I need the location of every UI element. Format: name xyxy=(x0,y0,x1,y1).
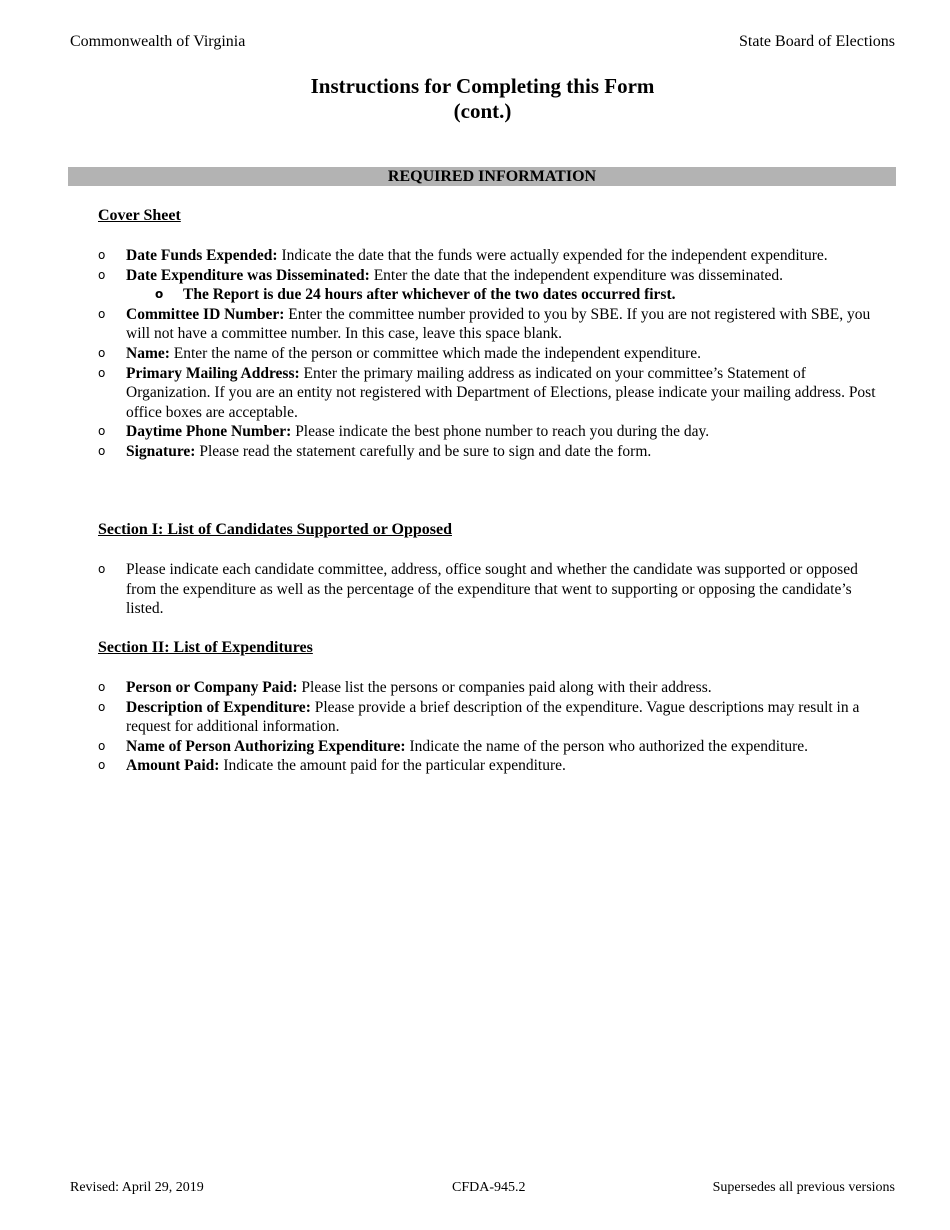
item-term: Amount Paid: xyxy=(126,757,220,775)
cover-sheet-heading: Cover Sheet xyxy=(98,207,181,224)
bullet-circle-icon: o xyxy=(98,562,106,576)
item-term: Daytime Phone Number: xyxy=(126,423,292,441)
list-item xyxy=(98,246,888,266)
required-information-bar: REQUIRED INFORMATION xyxy=(68,167,896,186)
bullet-circle-icon: o xyxy=(98,680,106,694)
list-item xyxy=(98,364,888,423)
bullet-circle-icon: o xyxy=(98,345,106,360)
section-1-list xyxy=(98,560,888,619)
item-term: Committee ID Number: xyxy=(126,305,285,323)
bullet-circle-icon: o xyxy=(98,424,106,439)
page-title-line-2: (cont.) xyxy=(453,99,512,123)
bullet-circle-icon: o xyxy=(98,365,106,380)
list-item xyxy=(98,422,888,442)
item-term: Signature: xyxy=(126,442,196,460)
list-item xyxy=(98,344,888,364)
item-description: Please list the persons or companies paid along with their address. xyxy=(297,679,712,696)
bullet-circle-icon: o xyxy=(98,758,106,773)
item-description: Enter the primary mailing address as indicated on your committee’s Statement of Organization. If you are an entity not registered with Department of Elections, please indicate your mailing address. Post office boxes are acceptable. xyxy=(126,364,876,421)
list-item xyxy=(98,266,888,286)
list-item xyxy=(98,698,888,737)
item-description: Indicate the amount paid for the particular expenditure. xyxy=(219,757,566,775)
section-1-heading: Section I: List of Candidates Supported or Opposed xyxy=(98,521,452,538)
item-term: Name of Person Authorizing Expenditure: xyxy=(126,737,406,755)
item-description: Indicate the name of the person who authorized the expenditure. xyxy=(405,737,808,755)
bullet-circle-icon: o xyxy=(98,738,106,753)
item-description: Enter the date that the independent expenditure was disseminated. xyxy=(369,266,784,284)
section-2-heading: Section II: List of Expenditures xyxy=(98,639,313,656)
item-description: Please indicate each candidate committee, address, office sought and whether the candidate was supported or opposed from the expenditure as well as the percentage of the expenditure that went to supporting or opposing the candidate’s listed. xyxy=(126,561,858,618)
item-term: Date Funds Expended: xyxy=(126,247,278,264)
item-description: Please indicate the best phone number to reach you during the day. xyxy=(291,423,710,441)
header-right: State Board of Elections xyxy=(739,33,895,50)
page-title xyxy=(0,74,950,124)
header-left: Commonwealth of Virginia xyxy=(70,33,246,50)
item-description: Enter the committee number provided to you by SBE. If you are not registered with SBE, you will not have a committee number. In this case, leave this space blank. xyxy=(126,305,871,343)
bullet-circle-icon: o xyxy=(155,287,164,302)
footer-form-number: CFDA-945.2 xyxy=(452,1180,526,1195)
item-term: Date Expenditure was Disseminated: xyxy=(126,266,370,284)
bullet-circle-icon: o xyxy=(98,248,106,262)
footer-revised-date: Revised: April 29, 2019 xyxy=(70,1180,204,1195)
list-item xyxy=(98,560,888,619)
sub-item-text: The Report is due 24 hours after whichever of the two dates occurred first. xyxy=(183,286,676,304)
item-term: Description of Expenditure: xyxy=(126,698,311,716)
list-item xyxy=(98,756,888,776)
bullet-circle-icon: o xyxy=(98,267,106,282)
item-description: Enter the name of the person or committee which made the independent expenditure. xyxy=(169,344,702,362)
item-description: Please read the statement carefully and be sure to sign and date the form. xyxy=(195,442,652,460)
list-item xyxy=(98,285,888,305)
item-term: Person or Company Paid: xyxy=(126,679,298,696)
section-2-list xyxy=(98,678,888,776)
page-title-line-1: Instructions for Completing this Form xyxy=(310,74,655,98)
item-term: Name: xyxy=(126,344,170,362)
bullet-circle-icon: o xyxy=(98,699,106,714)
cover-sheet-list xyxy=(98,246,888,462)
list-item xyxy=(98,737,888,757)
bullet-circle-icon: o xyxy=(98,443,106,458)
item-term: Primary Mailing Address: xyxy=(126,364,300,382)
item-description: Please provide a brief description of the expenditure. Vague descriptions may result in a request for additional information. xyxy=(126,698,860,736)
list-item xyxy=(98,442,888,462)
list-item xyxy=(98,678,888,698)
bullet-circle-icon: o xyxy=(98,306,106,321)
item-description: Indicate the date that the funds were actually expended for the independent expenditure. xyxy=(277,247,828,264)
list-item xyxy=(98,305,888,344)
footer-supersedes-note: Supersedes all previous versions xyxy=(712,1180,895,1195)
